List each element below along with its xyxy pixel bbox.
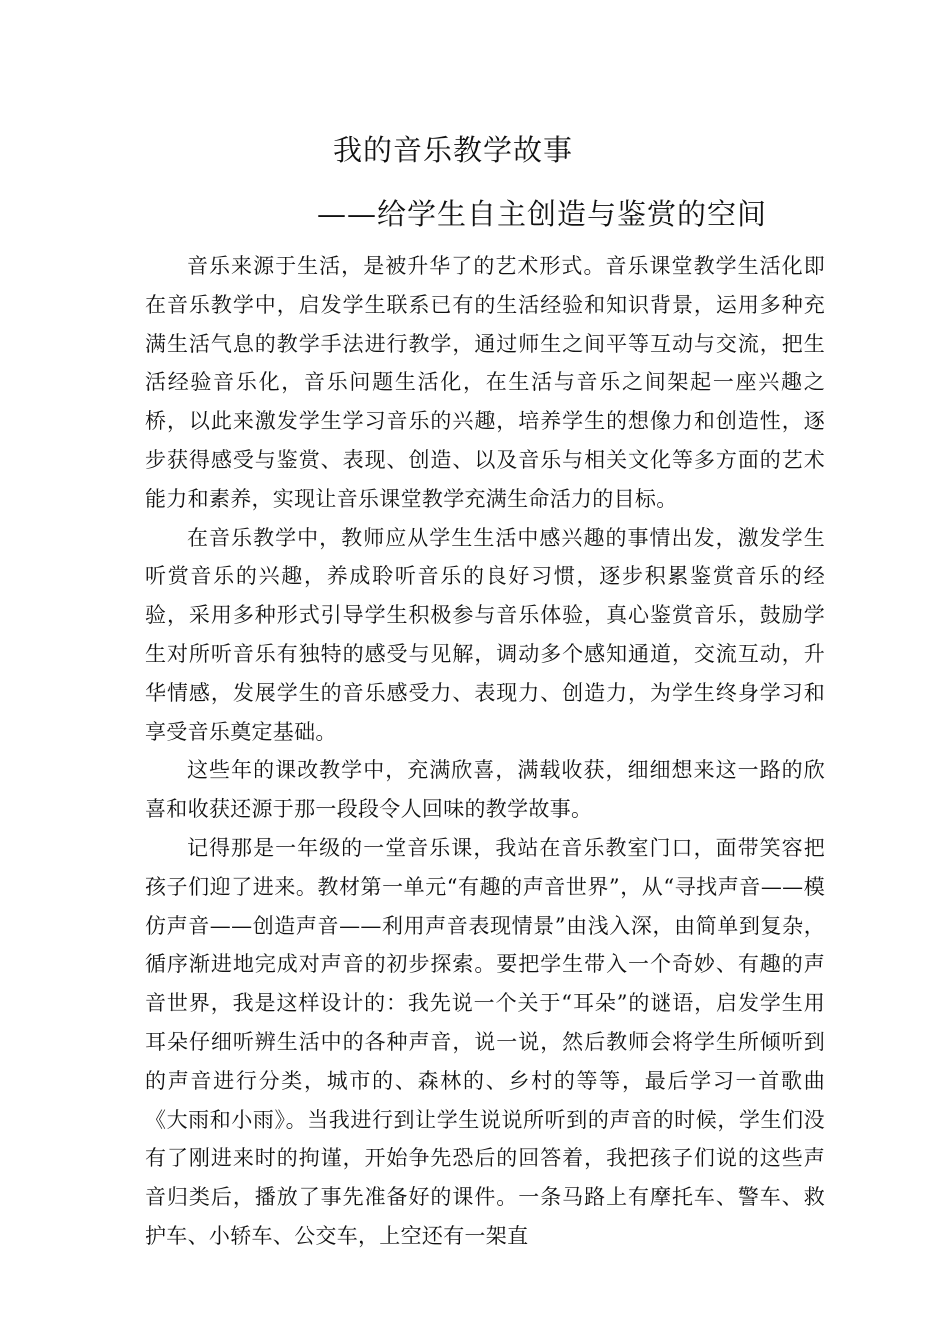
document-body — [145, 247, 825, 1256]
paragraph-3: 这些年的课改教学中，充满欣喜，满载收获，细细想来这一路的欣喜和收获还源于那一段段令人回味的教学故事。 — [145, 758, 825, 822]
document-title: 我的音乐教学故事 — [333, 133, 574, 167]
paragraph-2: 在音乐教学中，教师应从学生生活中感兴趣的事情出发，激发学生听赏音乐的兴趣，养成聆听音乐的良好习惯，逐步积累鉴赏音乐的经验，采用多种形式引导学生积极参与音乐体验，真心鉴赏音乐，鼓励学生对所听音乐有独特的感受与见解，调动多个感知通道，交流互动，升华情感，发展学生的音乐感受力、表现力、创造力，为学生终身学习和享受音乐奠定基础。 — [145, 525, 825, 744]
document-subtitle: ——给学生自主创造与鉴赏的空间 — [317, 197, 768, 231]
paragraph-1: 音乐来源于生活，是被升华了的艺术形式。音乐课堂教学生活化即在音乐教学中，启发学生联系已有的生活经验和知识背景，运用多种充满生活气息的教学手法进行教学，通过师生之间平等互动与交流，把生活经验音乐化，音乐问题生活化，在生活与音乐之间架起一座兴趣之桥，以此来激发学生学习音乐的兴趣，培养学生的想像力和创造性，逐步获得感受与鉴赏、表现、创造、以及音乐与相关文化等多方面的艺术能力和素养，实现让音乐课堂教学充满生命活力的目标。 — [145, 254, 825, 511]
paragraph-4: 记得那是一年级的一堂音乐课，我站在音乐教室门口，面带笑容把孩子们迎了进来。教材第一单元“有趣的声音世界”，从“寻找声音——模仿声音——创造声音——利用声音表现情景”由浅入深，由简单到复杂，循序渐进地完成对声音的初步探索。要把学生带入一个奇妙、有趣的声音世界，我是这样设计的：我先说一个关于“耳朵”的谜语，启发学生用耳朵仔细听辨生活中的各种声音，说一说，然后教师会将学生所倾听到的声音进行分类，城市的、森林的、乡村的等等，最后学习一首歌曲《大雨和小雨》。当我进行到让学生说说所听到的声音的时候，学生们没有了刚进来时的拘谨，开始争先恐后的回答着，我把孩子们说的这些声音归类后，播放了事先准备好的课件。一条马路上有摩托车、警车、救护车、小轿车、公交车，上空还有一架直 — [145, 835, 825, 1248]
